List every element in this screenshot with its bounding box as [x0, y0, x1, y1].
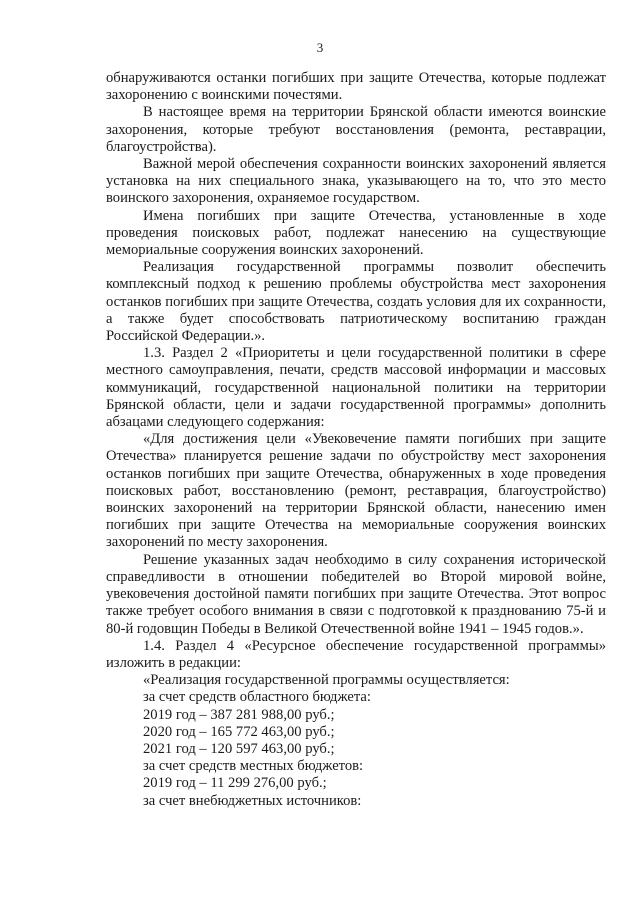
funding-line: 2020 год – 165 772 463,00 руб.;	[143, 723, 335, 740]
paragraph: В настоящее время на территории Брянской области имеются воинские захоронения, которые требуют восстановления (ремонта, реставрации, благоустройства).	[106, 104, 606, 155]
paragraph: обнаруживаются останки погибших при защите Отечества, которые подлежат захоронению с воинскими почестями.	[106, 70, 606, 104]
paragraph: 1.3. Раздел 2 «Приоритеты и цели государственной политики в сфере местного самоуправления, печати, средств массовой информации и массовых коммуникаций, государственной национальной политики на территории Брянской области, цели и задачи государственной программы» дополнить абзацами следующего содержания:	[106, 345, 606, 431]
paragraph: 1.4. Раздел 4 «Ресурсное обеспечение государственной программы» изложить в редакции:	[106, 637, 606, 671]
paragraph: Важной мерой обеспечения сохранности воинских захоронений является установка на них специального знака, указывающего на то, что это место воинского захоронения, охраняемое государством.	[106, 156, 606, 207]
document-body	[106, 70, 606, 810]
funding-line: 2019 год – 387 281 988,00 руб.;	[143, 706, 335, 723]
paragraph: Реализация государственной программы позволит обеспечить комплексный подход к решению проблемы обустройства мест захоронения останков погибших при защите Отечества, создать условия для их сохранности, а также будет способствовать патриотическому воспитанию граждан Российской Федерации.».	[106, 259, 606, 345]
funding-line: за счет средств областного бюджета:	[143, 689, 371, 706]
paragraph: «Для достижения цели «Увековечение памяти погибших при защите Отечества» планируется решение задачи по обустройству мест захоронения останков погибших при защите Отечества, обнаруженных в ходе проведения поисковых работ, восстановлению (ремонт, реставрация, благоустройство) воинских захоронений на территории Брянской области, нанесению имен погибших при защите Отечества на мемориальные сооружения воинских захоронений по месту захоронения.	[106, 431, 606, 551]
funding-line: «Реализация государственной программы осуществляется:	[143, 672, 510, 689]
funding-line: за счет средств местных бюджетов:	[143, 758, 364, 775]
funding-line: за счет внебюджетных источников:	[143, 792, 362, 809]
funding-line: 2021 год – 120 597 463,00 руб.;	[143, 740, 335, 757]
page-number: 3	[316, 40, 324, 55]
funding-line: 2019 год – 11 299 276,00 руб.;	[143, 775, 327, 792]
paragraph: Решение указанных задач необходимо в силу сохранения исторической справедливости в отношении победителей во Второй мировой войне, увековечения достойной памяти погибших при защите Отечества. Этот вопрос также требует особого внимания в связи с подготовкой к празднованию 75-й и 80-й годовщин Победы в Великой Отечественной войне 1941 – 1945 годов.».	[106, 551, 606, 637]
paragraph: Имена погибших при защите Отечества, установленные в ходе проведения поисковых работ, подлежат нанесению на существующие мемориальные сооружения воинских захоронений.	[106, 207, 606, 259]
